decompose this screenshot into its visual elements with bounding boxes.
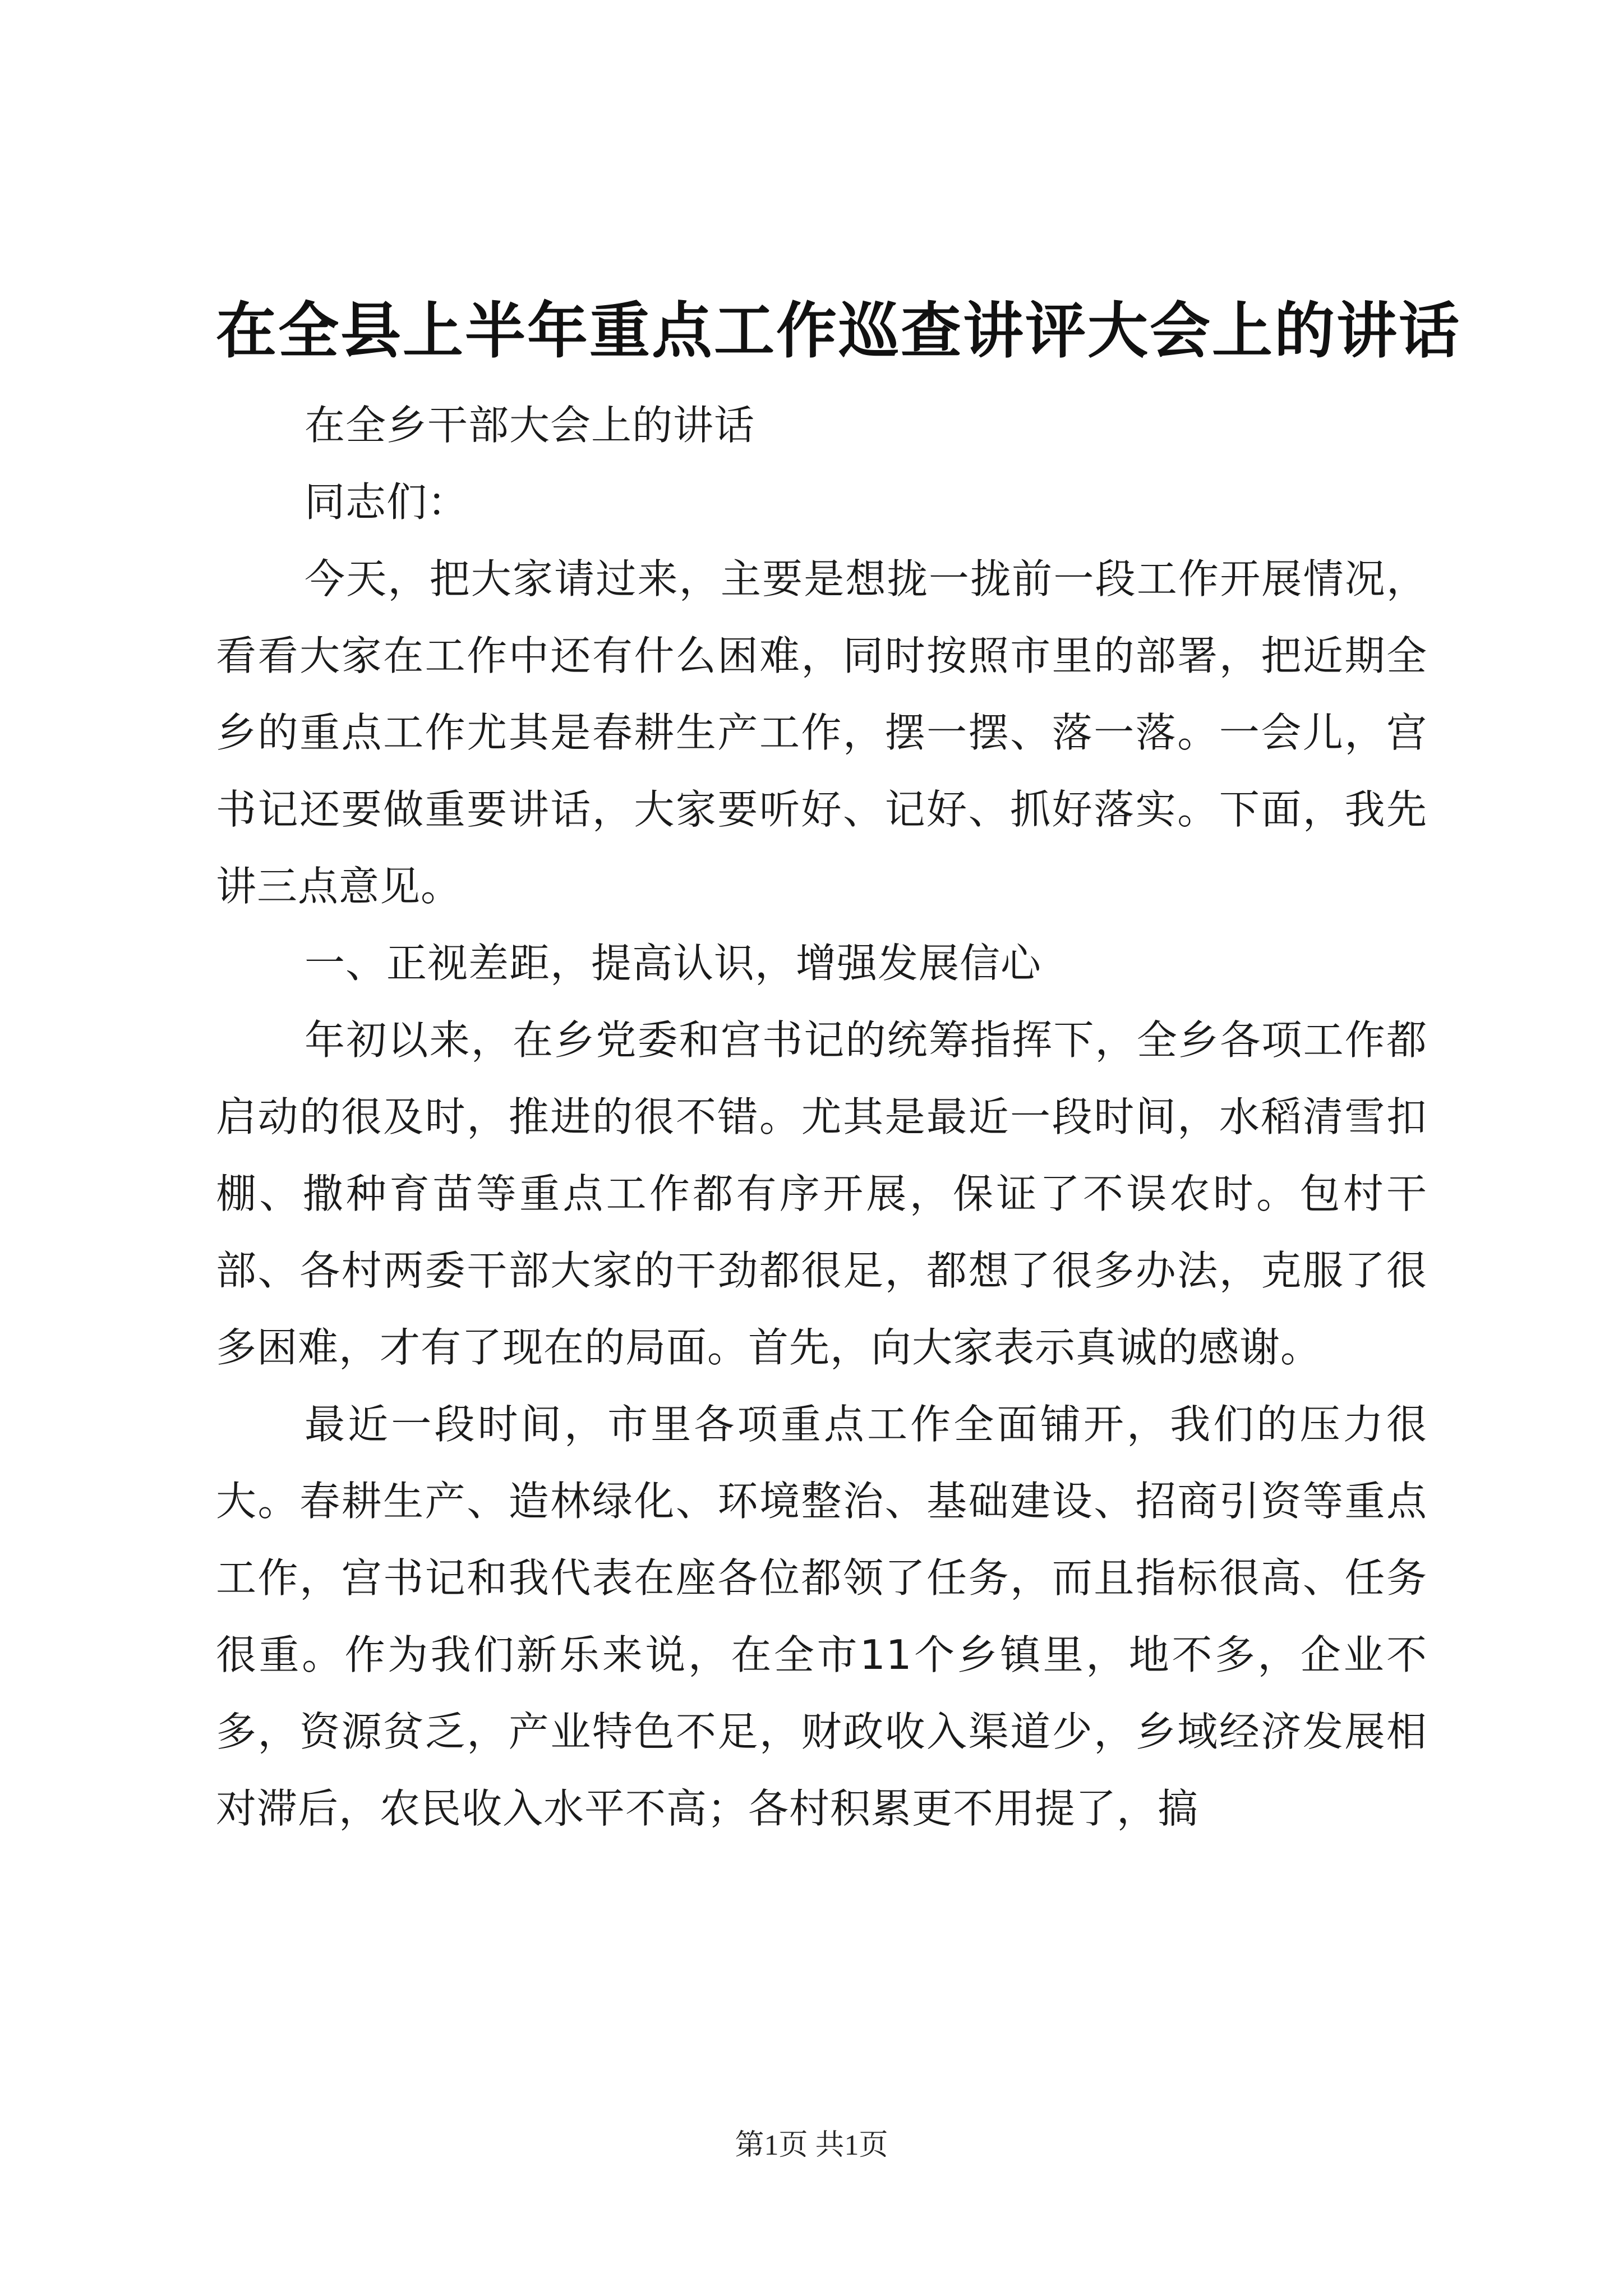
section-heading: 一、正视差距，提高认识，增强发展信心 <box>305 940 1042 987</box>
salutation: 同志们： <box>305 478 469 526</box>
body-paragraph: 年初以来，在乡党委和宫书记的统筹指挥下，全乡各项工作都启动的很及时，推进的很不错。尤其是最近一段时间，水稻清雪扣棚、撒种育苗等重点工作都有序开展，保证了不误农时。包村干部、各村两委干部大家的干劲都很足，都想了很多办法，克服了很多困难，才有了现在的局面。首先，向大家表示真诚的感谢。 <box>216 1016 1427 1371</box>
subtitle-line: 在全乡干部大会上的讲话 <box>305 402 755 449</box>
body-paragraph: 最近一段时间，市里各项重点工作全面铺开，我们的压力很大。春耕生产、造林绿化、环境整治、基础建设、招商引资等重点工作，宫书记和我代表在座各位都领了任务，而且指标很高、任务很重。作为我们新乐来说，在全市11个乡镇里，地不多，企业不多，资源贫乏，产业特色不足，财政收入渠道少，乡域经济发展相对滞后，农民收入水平不高；各村积累更不用提了，搞 <box>216 1401 1427 1832</box>
page-number-footer: 第1页 共1页 <box>735 2129 888 2161</box>
body-paragraph: 今天，把大家请过来，主要是想拢一拢前一段工作开展情况，看看大家在工作中还有什么困难，同时按照市里的部署，把近期全乡的重点工作尤其是春耕生产工作，摆一摆、落一落。一会儿，宫书记还要做重要讲话，大家要听好、记好、抓好落实。下面，我先讲三点意见。 <box>216 555 1427 910</box>
document-body <box>216 387 1427 1847</box>
document-title: 在全县上半年重点工作巡查讲评大会上的讲话 <box>216 296 1461 366</box>
